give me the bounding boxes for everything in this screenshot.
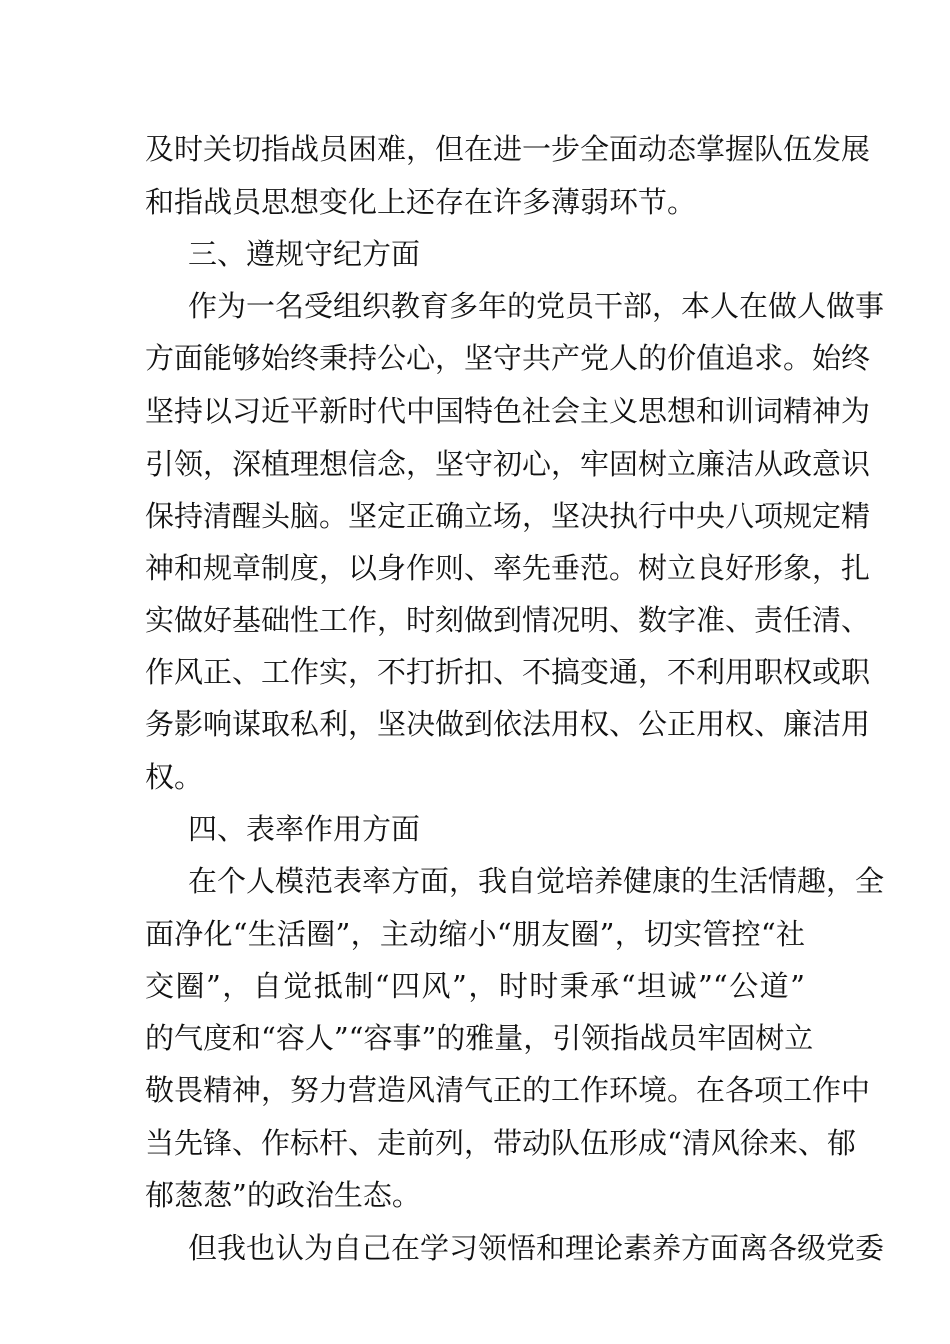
section-heading: 三、遵规守纪方面 bbox=[188, 237, 421, 271]
text-line: 引领，深植理想信念，坚守初心，牢固树立廉洁从政意识 bbox=[145, 447, 871, 481]
text-line: 敬畏精神，努力营造风清气正的工作环境。在各项工作中 bbox=[145, 1073, 871, 1107]
text-line: 作风正、工作实，不打折扣、不搞变通，不利用职权或职 bbox=[145, 655, 871, 689]
text-line: 神和规章制度，以身作则、率先垂范。树立良好形象，扎 bbox=[145, 551, 871, 585]
text-line: 权。 bbox=[145, 760, 204, 794]
text-line: 的气度和“容人”“容事”的雅量，引领指战员牢固树立 bbox=[145, 1021, 814, 1055]
text-line: 保持清醒头脑。坚定正确立场，坚决执行中央八项规定精 bbox=[145, 499, 871, 533]
text-line: 和指战员思想变化上还存在许多薄弱环节。 bbox=[145, 185, 697, 219]
text-line: 作为一名受组织教育多年的党员干部，本人在做人做事 bbox=[188, 289, 885, 323]
text-line: 交圈”，自觉抵制“四风”，时时秉承“坦诚”“公道” bbox=[145, 969, 805, 1003]
section-heading: 四、表率作用方面 bbox=[188, 812, 421, 846]
text-line: 实做好基础性工作，时刻做到情况明、数字准、责任清、 bbox=[145, 603, 871, 637]
text-line: 当先锋、作标杆、走前列，带动队伍形成“清风徐来、郁 bbox=[145, 1126, 856, 1160]
text-line: 面净化“生活圈”，主动缩小“朋友圈”，切实管控“社 bbox=[145, 917, 805, 951]
text-line: 但我也认为自己在学习领悟和理论素养方面离各级党委 bbox=[188, 1231, 885, 1265]
text-line: 方面能够始终秉持公心，坚守共产党人的价值追求。始终 bbox=[145, 341, 871, 375]
text-line: 郁葱葱”的政治生态。 bbox=[145, 1178, 421, 1212]
text-line: 及时关切指战员困难，但在进一步全面动态掌握队伍发展 bbox=[145, 132, 871, 166]
text-line: 务影响谋取私利，坚决做到依法用权、公正用权、廉洁用 bbox=[145, 707, 871, 741]
text-line: 在个人模范表率方面，我自觉培养健康的生活情趣，全 bbox=[188, 864, 885, 898]
text-line: 坚持以习近平新时代中国特色社会主义思想和训词精神为 bbox=[145, 394, 871, 428]
